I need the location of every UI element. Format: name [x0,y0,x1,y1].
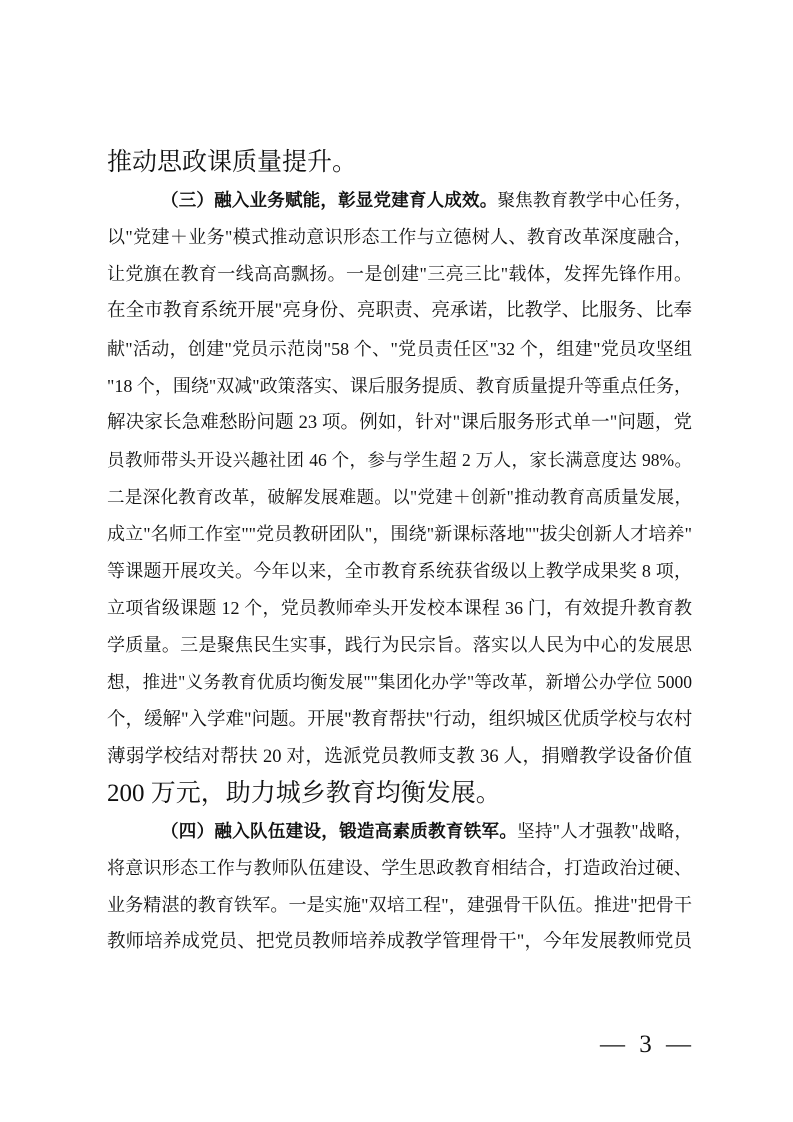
line-text: 解决家长急难愁盼问题 23 项。例如，针对"课后服务形式单一"问题，党 [107,412,692,433]
line-text: 在全市教育系统开展"亮身份、亮职责、亮承诺，比教学、比服务、比奉 [107,301,692,322]
page-number: — 3 — [600,1031,695,1058]
line-text: 等课题开展攻关。今年以来，全市教育系统获省级以上教学成果奖 8 项， [107,561,692,582]
text-line [107,408,692,438]
text-line [107,445,692,475]
line-text: 将意识形态工作与教师队伍建设、学生思政教育相结合，打造政治过硬、 [107,857,692,878]
text-line [107,334,692,364]
line-text: 以"党建＋业务"模式推动意识形态工作与立德树人、教育改革深度融合， [107,227,692,248]
line-text: 二是深化教育改革，破解发展难题。以"党建＋创新"推动教育高质量发展， [107,486,692,507]
section-heading-line [161,185,692,215]
section-heading: （四）融入队伍建设，锻造高素质教育铁军。 [161,820,518,841]
section-heading-line [161,816,692,846]
text-line [107,667,692,697]
line-text: 聚焦教育教学中心任务， [497,190,693,211]
line-text: 200 万元，助力城乡教育均衡发展。 [107,779,501,807]
text-line [107,853,692,883]
text-line [107,519,692,549]
text-line [107,259,692,289]
text-line [107,148,692,178]
text-line [107,482,692,512]
text-line [107,705,692,735]
text-line [107,927,692,957]
text-line [107,296,692,326]
text-line [107,556,692,586]
line-text: 献"活动，创建"党员示范岗"58 个、"党员责任区"32 个，组建"党员攻坚组 [107,338,692,359]
line-text: 成立"名师工作室""党员教研团队"，围绕"新课标落地""拔尖创新人才培养" [107,524,692,544]
line-text: 业务精湛的教育铁军。一是实施"双培工程"，建强骨干队伍。推进"把骨干 [107,895,692,915]
text-line [107,890,692,920]
text-line [107,593,692,623]
text-line [107,742,692,772]
line-text: 立项省级课题 12 个，党员教师牵头开发校本课程 36 门，有效提升教育教 [107,598,692,619]
line-text: 个，缓解"入学难"问题。开展"教育帮扶"行动，组织城区优质学校与农村 [107,709,693,730]
line-text: 员教师带头开设兴趣社团 46 个，参与学生超 2 万人，家长满意度达 98%。 [107,449,692,470]
line-text: 推动思政课质量提升。 [107,149,358,176]
line-text: 薄弱学校结对帮扶 20 对，选派党员教师支教 36 人，捐赠教学设备价值 [107,746,692,767]
line-text: "18 个，围绕"双减"政策落实、课后服务提质、教育质量提升等重点任务， [107,375,692,396]
text-line [107,371,692,401]
section-heading: （三）融入业务赋能，彰显党建育人成效。 [161,190,498,211]
text-line [107,222,692,252]
line-text: 想，推进"义务教育优质均衡发展""集团化办学"等改革，新增公办学位 5000 [107,672,692,693]
line-text: 坚持"人才强教"战略， [517,820,692,841]
text-line [107,779,692,809]
line-text: 教师培养成党员、把党员教师培养成教学管理骨干"，今年发展教师党员 [107,932,692,953]
line-text: 让党旗在教育一线高高飘扬。一是创建"三亮三比"载体，发挥先锋作用。 [107,264,692,285]
text-line [107,630,692,660]
line-text: 学质量。三是聚焦民生实事，践行为民宗旨。落实以人民为中心的发展思 [107,635,692,656]
